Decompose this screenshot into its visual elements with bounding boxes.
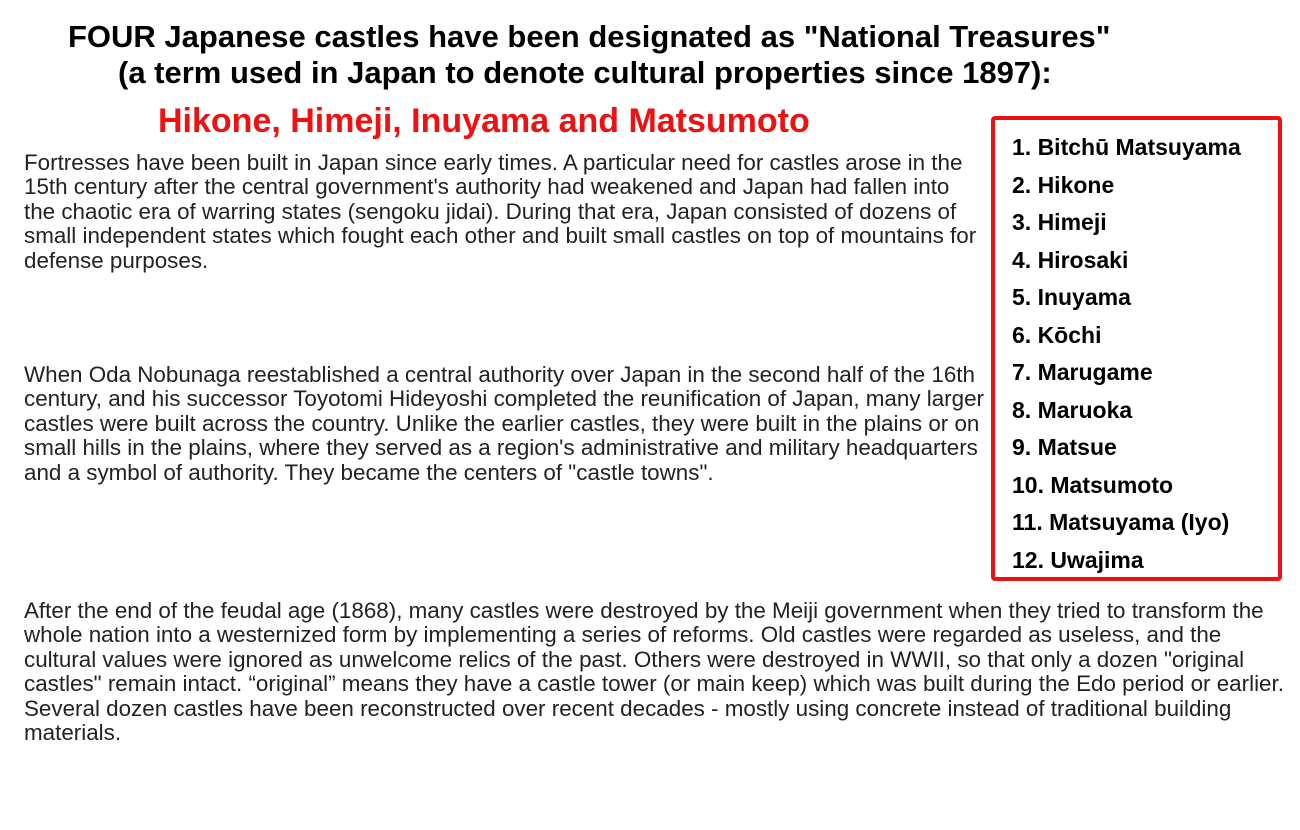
castle-list-item: 3. Himeji bbox=[1012, 209, 1107, 235]
castle-list-item: 1. Bitchū Matsuyama bbox=[1012, 134, 1241, 160]
castle-list-item: 8. Maruoka bbox=[1012, 396, 1133, 423]
page-title-line-1: FOUR Japanese castles have been designated as "National Treasures" bbox=[68, 19, 1111, 54]
paragraph-meiji-destruction: After the end of the feudal age (1868), many castles were destroyed by the Meiji government when they tried to transform the whole nation into a westernized form by implementing a series of reforms. Old castles were regarded as useless, and the cultural values were ignored as unwelcome relics of the past. Others were destroyed in WWII, so that only a dozen "original castles" remain intact. “original” means they have a castle tower (or main keep) which was built during the Edo period or earlier. Several dozen castles have been reconstructed over recent decades - mostly using concrete instead of traditional building materials. bbox=[24, 598, 1284, 746]
castle-list-item: 12. Uwajima bbox=[1012, 546, 1144, 573]
page-title-line-2: (a term used in Japan to denote cultural properties since 1897): bbox=[118, 55, 1052, 90]
castle-list-item: 5. Inuyama bbox=[1012, 284, 1131, 310]
castle-list-item: 9. Matsue bbox=[1012, 434, 1117, 460]
castle-list-item: 2. Hikone bbox=[1012, 171, 1115, 198]
castle-list bbox=[1012, 129, 1241, 579]
castle-list-item: 4. Hirosaki bbox=[1012, 246, 1129, 273]
national-treasures-subtitle: Hikone, Himeji, Inuyama and Matsumoto bbox=[158, 102, 810, 140]
original-castles-box bbox=[991, 116, 1282, 581]
paragraph-early-fortresses: Fortresses have been built in Japan since early times. A particular need for castles arose in the 15th century after the central government's authority had weakened and Japan had fallen into the chaotic era of warring states (sengoku jidai). During that era, Japan consisted of dozens of small independent states which fought each other and built small castles on top of mountains for defense purposes. bbox=[24, 150, 977, 273]
paragraph-reunification-castles: When Oda Nobunaga reestablished a central authority over Japan in the second half of the 16th century, and his successor Toyotomi Hideyoshi completed the reunification of Japan, many larger castles were built across the country. Unlike the earlier castles, they were built in the plains or on small hills in the plains, where they served as a region's administrative and military headquarters and a symbol of authority. They became the centers of "castle towns". bbox=[24, 362, 984, 485]
castle-list-item: 10. Matsumoto bbox=[1012, 471, 1174, 498]
castle-list-item: 6. Kōchi bbox=[1012, 321, 1102, 348]
castle-list-item: 11. Matsuyama (Iyo) bbox=[1012, 509, 1230, 535]
castle-list-item: 7. Marugame bbox=[1012, 359, 1153, 385]
